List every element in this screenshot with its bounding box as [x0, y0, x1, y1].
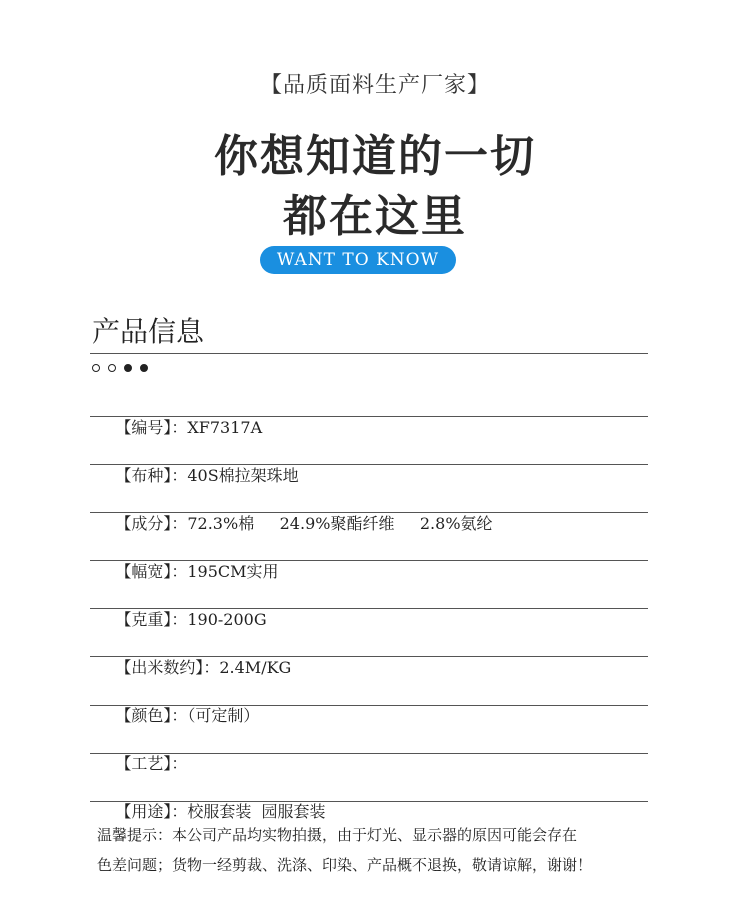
manufacturer-tagline: 【品质面料生产厂家】	[259, 73, 490, 98]
open-dot-icon	[92, 364, 100, 372]
row-divider	[90, 512, 648, 513]
row-divider	[90, 464, 648, 465]
spec-label: 【工艺】：	[115, 754, 188, 773]
spec-value: 40S棉拉架珠地	[187, 466, 299, 485]
section-divider	[90, 353, 648, 354]
spec-value: 190-200G	[187, 610, 267, 629]
spec-label: 【幅宽】：	[115, 562, 188, 581]
headline-line-2: 都在这里	[283, 191, 467, 242]
spec-value: 195CM实用	[187, 562, 279, 581]
filled-dot-icon	[140, 364, 148, 372]
spec-value: （可定制）	[187, 706, 260, 725]
spec-value: XF7317A	[187, 418, 263, 437]
spec-value: 校服套装 园服套装	[187, 802, 326, 821]
notice-line-1: 温馨提示：本公司产品均实物拍摄，由于灯光、显示器的原因可能会存在	[97, 826, 578, 844]
indicator-dots	[92, 364, 148, 372]
row-divider	[90, 753, 648, 754]
want-to-know-badge: WANT TO KNOW	[260, 246, 456, 274]
spec-label: 【成分】：	[115, 514, 188, 533]
row-divider	[90, 608, 648, 609]
spec-value: 72.3%棉 24.9%聚酯纤维 2.8%氨纶	[187, 514, 493, 533]
spec-label: 【颜色】：	[115, 706, 188, 725]
row-divider	[90, 801, 648, 802]
headline-line-1: 你想知道的一切	[214, 131, 536, 182]
section-title: 产品信息	[92, 315, 205, 348]
spec-value: 2.4M/KG	[219, 658, 292, 677]
spec-label: 【编号】：	[115, 418, 188, 437]
spec-label: 【用途】：	[115, 802, 188, 821]
row-divider	[90, 705, 648, 706]
row-divider	[90, 560, 648, 561]
filled-dot-icon	[124, 364, 132, 372]
open-dot-icon	[108, 364, 116, 372]
spec-label: 【克重】：	[115, 610, 188, 629]
spec-label: 【出米数约】：	[115, 658, 220, 677]
row-divider	[90, 416, 648, 417]
notice-line-2: 色差问题；货物一经剪裁、洗涤、印染、产品概不退换，敬请谅解，谢谢！	[97, 856, 593, 874]
spec-label: 【布种】：	[115, 466, 188, 485]
row-divider	[90, 656, 648, 657]
